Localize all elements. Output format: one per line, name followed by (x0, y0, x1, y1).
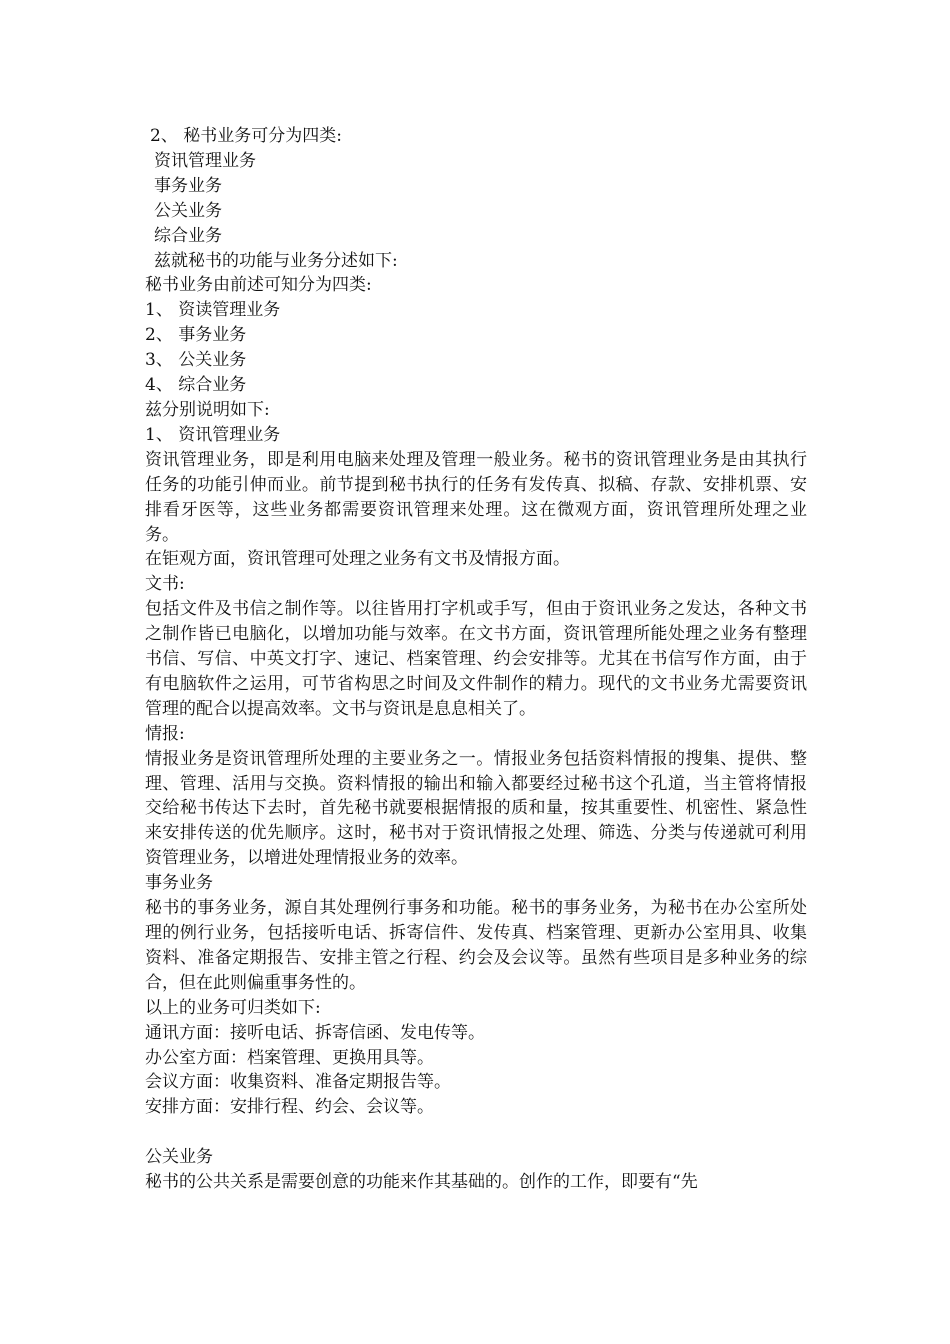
intro-item: 公关业务 (154, 200, 222, 221)
pr-paragraph: 秘书的公共关系是需要创意的功能来作其基础的。创作的工作，即要有“先 (145, 1172, 698, 1193)
affairs-summary: 以上的业务可归类如下: (145, 997, 321, 1018)
overview-item: 4、 综合业务 (145, 375, 247, 396)
affairs-category: 办公室方面：档案管理、更换用具等。 (145, 1047, 434, 1068)
intro-heading: 2、 秘书业务可分为四类: (150, 126, 342, 146)
intro-item: 资讯管理业务 (154, 150, 256, 171)
document-body (145, 124, 807, 1195)
affairs-category: 通讯方面：接听电话、拆寄信函、发电传等。 (145, 1022, 485, 1043)
intel-paragraph: 情报业务是资讯管理所处理的主要业务之一。情报业务包括资料情报的搜集、提供、整理、管理、活用与交换。资料情报的输出和输入都要经过秘书这个孔道，当主管将情报交给秘书传达下去时，首先秘书就要根据情报的质和量，按其重要性、机密性、紧急性来安排传送的优先顺序。这时，秘书对于资讯情报之处理、筛选、分类与传递就可利用资管理业务，以增进处理情报业务的效率。 (145, 748, 807, 869)
docs-paragraph: 包括文件及书信之制作等。以往皆用打字机或手写，但由于资讯业务之发达，各种文书之制作皆已电脑化，以增加功能与效率。在文书方面，资讯管理所能处理之业务有整理书信、写信、中英文打字、速记、档案管理、约会安排等。尤其在书信写作方面，由于有电脑软件之运用，可节省构思之时间及文件制作的精力。现代的文书业务尤需要资讯管理的配合以提高效率。文书与资讯是息息相关了。 (145, 599, 807, 719)
info-mgmt-macro-paragraph: 在钜观方面，资讯管理可处理之业务有文书及情报方面。 (145, 549, 570, 570)
intro-item: 事务业务 (154, 175, 222, 196)
affairs-paragraph: 秘书的事务业务，源自其处理例行事务和功能。秘书的事务业务，为秘书在办公室所处理的例行业务，包括接听电话、拆寄信件、发传真、档案管理、更新办公室用具、收集资料、准备定期报告、安排主管之行程、约会及会议等。虽然有些项目是多种业务的综合，但在此则偏重事务性的。 (145, 898, 807, 993)
intro-lead: 兹就秘书的功能与业务分述如下: (154, 250, 398, 271)
affairs-category: 会议方面：收集资料、准备定期报告等。 (145, 1072, 451, 1093)
section-heading-pr: 公关业务 (145, 1147, 213, 1168)
info-mgmt-paragraph: 资讯管理业务，即是利用电脑来处理及管理一般业务。秘书的资讯管理业务是由其执行任务的功能引伸而业。前节提到秘书执行的任务有发传真、拟稿、存款、安排机票、安排看牙医等，这些业务都需要资讯管理来处理。这在微观方面，资讯管理所处理之业务。 (145, 449, 807, 545)
affairs-category: 安排方面：安排行程、约会、会议等。 (145, 1097, 434, 1118)
section-heading-info-mgmt: 1、 资讯管理业务 (145, 424, 281, 445)
intro-item: 综合业务 (154, 225, 222, 246)
overview-item: 1、 资读管理业务 (145, 300, 281, 321)
overview-item: 2、 事务业务 (145, 325, 247, 346)
section-heading-affairs: 事务业务 (145, 873, 213, 894)
overview-item: 3、 公关业务 (145, 350, 247, 371)
overview-closing: 兹分别说明如下: (145, 399, 270, 420)
intel-heading: 情报: (145, 723, 185, 744)
docs-heading: 文书: (145, 574, 185, 595)
blank-line (145, 1120, 807, 1145)
overview-lead: 秘书业务由前述可知分为四类: (145, 275, 372, 296)
